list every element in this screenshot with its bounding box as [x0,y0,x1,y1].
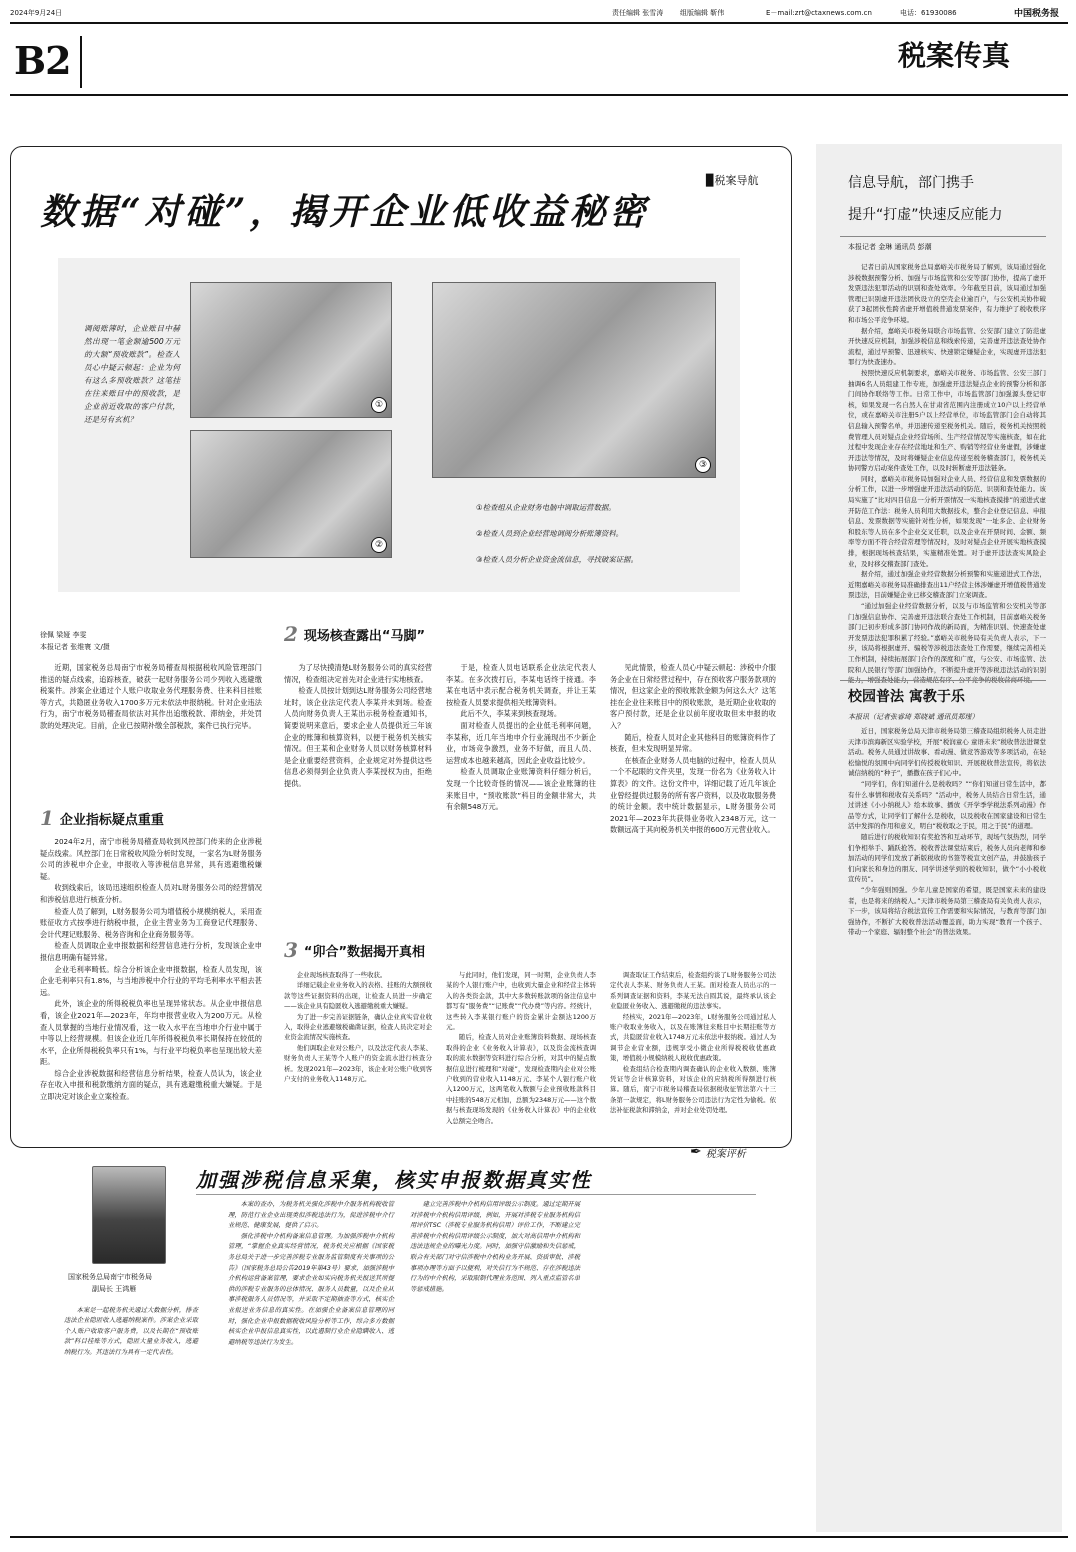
pen-icon: ✒ [690,1144,702,1160]
paragraph: 同时，嘉峪关市税务局加强对企业人员、经营信息和发票数据的分析工作，以进一步增强虚开违法活动的防范、识别和查处能力。该局实施了“比对四目信息一分析开票情况一实地核查摸排”的递进式虚开防范工作法：税务人员利用大数据技术，整合企业登记信息、申报信息、发票数据等实施针对性分析，如果发现“一址多企、企业财务和股东等人员在多个企业交叉任职，以及企业在开票时间、金额、频率等方面不符合经营常理等情况时，及时对疑点企业开展实地核查摸排，根据现场核查结果，实施精准处置。对于虚开违法查实风险企业，及时移交稽查部门查处。 [848,474,1046,568]
commentary-title: 加强涉税信息采集，核实申报数据真实性 [196,1168,592,1192]
paragraph: 他们调取企业对公账户，以及法定代表人李某、财务负责人王某等个人账户的资金流水进行核查分析。发现2021年—2023年，该企业对公账户收到客户支付的业务收入1148万元。 [284,1043,432,1084]
article-title: 数据“对碰”，揭开企业低收益秘密 [40,191,650,233]
photo-number-3: ③ [695,457,711,473]
commentary-col-2 [228,1200,394,1348]
section-2-number: 2 [284,622,298,646]
responsible-editor: 责任编辑 张雪涛 [612,9,664,17]
section-3-title: “卯合”数据揭开真相 [303,944,426,960]
paragraph: 据介绍，嘉峪关市税务局联合市场监管、公安部门建立了防范虚开快速反应机制，加强涉税信息和线索传递，完善虚开违法查处协作流程，通过早预警、迅速核实、快速锁定嫌疑企业，实现虚开违法犯罪行为快查速办。 [848,326,1046,367]
section-1-body [40,836,262,1103]
commentary-title-rule [196,1194,756,1195]
article-tag: ▉税案导航 [706,174,759,187]
sidebar-title-2: 提升“打虚”快速反应能力 [848,207,1003,223]
paragraph: “通过加强企业经营数据分析，以及与市场监管和公安机关等部门加强信息协作、完善虚开违法联合查处工作机制，目前嘉峪关税务部门已初步形成多部门协同作战的新局面，为精准识别、快速查处虚开发票违法犯罪积累了经验。”嘉峪关市税务局有关负责人表示，下一步，该局将根据虚开、骗税等涉税违法查处工作需要，继续完善相关工作机制，持续拓展部门合作的深度和广度，与公安、市场监管、法院和人民银行等部门加强协作，不断提升虚开等涉税违法活动的识别 [848,602,1046,674]
paragraph: 记者日前从国家税务总局嘉峪关市税务局了解到，该局通过强化涉税数据预警分析、加强与市场监管和公安等部门协作，提高了虚开发票违法犯罪活动的识别和查处效率。今年截至目前，该局通过加强管理已识别虚开违法团伙设立的空壳企业逾百户，与公安机关协作破获了3起团伙性跨省虚开增值税普通发票案件，有力维护了税收秩序和市场公平竞争环境。 [848,263,1046,324]
paragraph: 据介绍，通过加强企业经营数据分析预警和实施递进式工作法，近期嘉峪关市税务局准确排查出11户经营主体涉嫌虚开增值税普通发票违法，目前嫌疑企业已移交稽查部门立案调查。 [848,570,1046,600]
paragraph: “同学们，你们知道什么是税收吗？”“你们知道日常生活中，都有什么事情和税收有关系吗？”活动中，税务人员结合日常生活，通过讲述《小小纳税人》绘本故事、播放《开学季学税法系列动漫》作品等方式，让同学们了解什么是税收，以及税收在国家建设和日常生活中发挥的作用和意义，明白“税收取之于民，用之于民”的道理。 [848,779,1046,831]
paragraph: 检查人员了解到，L财务服务公司为增值税小规模纳税人，采用查账征收方式按季进行纳税申报，企业主营业务为工商登记代理服务、会计代理记账服务、税务咨询和企业商务服务等。 [40,906,262,939]
paragraph: 企业毛利率畸低。综合分析该企业申报数据，检查人员发现，该企业毛利率只有1.8%，与当地涉税中介行业的平均毛利率水平相去甚远。 [40,964,262,997]
paragraph: 随后，检查人员对企业其他科目的账簿资料作了核查，但未发现明显异常。 [610,732,776,754]
section-3-col-c [610,970,776,1116]
commentary-col-1 [64,1306,198,1358]
masthead-rule [10,94,1068,96]
photo-number-2: ② [371,537,387,553]
paragraph: 2024年2月，南宁市税务局稽查局收到风控部门传来的企业涉税疑点线索。风控部门在日常税收风险分析时发现，一家名为L财务服务公司的涉税申介企业，申报收入等涉税信息异常，具有逃避缴税嫌疑。 [40,837,262,881]
paragraph: 企业现场核查取得了一些收获。 [296,971,387,979]
paragraph: “少年强则国强。少年儿童是国家的希望，既是国家未来的建设者，也是将来的纳税人。”天津市税务局第三稽查局有关负责人表示，下一步，该局将结合税法宣传工作需要和实际情况，与教育等部门加强协作，不断扩大税收普法活动覆盖面，助力实现“教育一个孩子、带动一个家庭、辐射整个社会”的普法效果。 [848,885,1046,937]
section-1-number: 1 [40,806,54,830]
contact-email: E－mail:zrt@ctaxnews.com.cn [766,9,872,17]
sidebar-article-2-title: 校园普法 寓教于乐 [848,689,965,705]
paragraph: 收到线索后，该局迅速组织检查人员对L财务服务公司的经营情况和涉税信息进行核查分析。 [40,883,262,904]
photo-intro-text: 调阅账簿时，企业账目中赫然出现一笔金额逾500万元的大额“预收账款”。检查人员心中疑云顿起：企业为何有这么多预收账款？这笔挂在往来账目中的预收款，是企业前近收取的客户付款，还是另有玄机？ [84,324,180,424]
author-name: 副局长 王鸿雁 [92,1285,137,1293]
sidebar-title-rule [840,236,1046,237]
sidebar-article-1-body [848,262,1046,686]
contact-phone: 电话：61930086 [900,9,957,17]
sidebar-divider [840,680,1046,681]
newspaper-name: 中国税务报 [1014,9,1060,19]
photo-1 [190,282,392,418]
commentary-col-3 [410,1200,580,1295]
article-lead [40,662,262,732]
paragraph: 在核查企业财务人员电脑的过程中，检查人员从一个不起眼的文件夹里，发现一份名为《业务收入计算表》的文件。这份文件中，详细记载了近几年该企业曾经提供过服务的所有客户资料，以及收取服务费的统计金额。表中统计数据显示，L财务服务公司2021年—2023年共获得业务收入2348万元，这一数额远高于其向税务机关申报的600万元营业收入。 [610,755,776,835]
sidebar-article-2-body [848,726,1046,938]
author-portrait [92,1166,166,1264]
paragraph: 详细记载企业业务收入的表格、挂账的大额预收款等这些证据资料的出现，让检查人员进一步确定——该企业具有隐匿收入逃避缴税重大嫌疑。 [284,981,432,1011]
paragraph: 检查组结合检查期内调查确认的企业收入数额、账簿凭证等会计核算资料，对该企业的应纳税所得额进行核算。随后，南宁市税务局稽查局依据税收征管法第六十三条第一款规定，将L财务服务公司违法行为定性为偷税。依法补征税款和滞纳金，并对企业处罚处理。 [610,1064,776,1115]
section-2-col-a [284,662,432,790]
commentary-tag-label: 税案评析 [705,1148,746,1160]
section-2-heading [284,622,425,646]
byline-authors: 徐佩 梁娅 李雯 [40,631,87,639]
section-name: 税案传真 [898,39,1011,72]
paragraph: 检查人员调取企业账簿资料仔细分析后，发现一个比较奇怪的情况——该企业账簿的往来账目中，“预收账款”科目的金额非常大，共有余额548万元。 [446,767,596,812]
photo-number-1: ① [371,397,387,413]
paragraph: 本案的查办，为税务机关强化涉税中介服务机构税收管理，防范行业企业出现类似涉税违法行为，促进涉税中介行业规范、健康发展，提供了启示。 [228,1201,394,1230]
photo-caption-1: ①检查组从企业财务电脑中调取运营数据。 [476,503,616,512]
paragraph: 强化涉税中介机构备案信息管理。为加强涉税中介机构管理，“掌握企业真实经营情况，税务机关应根据《国家税务总局关于进一步完善涉税专业服务监管制度有关事项的公告》（国家税务总局公告2019年第43号）要求，加强涉税中介机构运营备案管理，要求企业如实向税务机关报送其所提供的涉税专业服务的总体情况、服务人员数量，以及企业从事涉税服务人员情况等，并采取不定期抽查等方式，核实企业报送业务信息的真实性。在加强企业备案信息管理的同时，强化企业申报数据税收风险分析等工作，综合多方数据核实企业申报信息真实性，以此遏制行业企业隐瞒收入、逃避纳税等违法行为发生。 [228,1232,394,1346]
sidebar-title-1: 信息导航，部门携手 [848,175,974,191]
paragraph: 综合企业涉税数据和经营信息分析结果，检查人员认为，该企业存在收入申报和税款缴纳方面的疑点，具有逃避缴税重大嫌疑。于是立即决定对该企业立案检查。 [40,1068,262,1102]
paragraph: 检查人员按计划到达L财务服务公司经营地址时，该企业法定代表人李某并未到场。检查人员向财务负责人王某出示税务检查通知书，简要说明来意后，要求企业人员提供近三年该企业的账簿和核算资料，以便于税务机关核实情况。但王某和企业财务人员以财务核算材料是企业重要经营资料，企业规定对外提供这些信息必须得到企业负责人李某授权为由，拒绝提供。 [284,686,432,788]
section-3-col-a [284,970,432,1084]
issue-date: 2024年9月24日 [10,9,63,17]
section-2-col-c [610,662,776,836]
section-2-col-b [446,662,596,813]
photo-caption-2: ②检查人员到企业经营地调阅分析账簿资料。 [476,529,624,538]
commentary-tag [690,1144,746,1160]
page-code-divider [80,36,82,88]
lead-paragraph: 近期，国家税务总局南宁市税务局稽查局根据税收风险管理部门推送的疑点线索，追踪核查，破获一起财务服务公司少列收入逃避缴税案件。涉案企业通过个人账户收取业务代理服务费、往来科目挂账等方式，共隐匿业务收入1700多万元未依法申报纳税。针对企业违法行为，南宁市税务局稽查局依法对其作出追缴税款、滞纳金，并处罚款的处理决定。目前，企业已按期补缴全部税款，案件已执行完毕。 [40,663,262,730]
header-rule [10,22,1068,24]
paragraph: 于是，检查人员电话联系企业法定代表人李某。在多次拨打后，李某电话终于接通。李某在电话中表示配合税务机关调查，并让王某按检查人员要求提供相关账簿资料。 [446,663,596,707]
paragraph: 调查取证工作结束后，检查组约谈了L财务服务公司法定代表人李某、财务负责人王某。面对检查人员出示的一系列调查证据和资料，李某无法自圆其说，最终承认该企业隐匿业务收入、逃避缴税的违法事实。 [610,971,776,1011]
paragraph: 随后进行的税收知识有奖抢答和互动环节，现场气氛热烈，同学们争相举手、踊跃抢答。税收普法课堂结束后，税务人员向老师和参加活动的同学们发放了新版税收的书签等税宣文创产品，并鼓励孩子们向家长和身边的朋友、同学讲述学到的税收知识，做个“小小税收宣传员”。 [848,832,1046,884]
paragraph: 随后，检查人员对企业账簿资料数据、现场核查取得的企业《业务收入计算表》，以及资金流核查调取的流水数据等资料进行综合分析，对其中的疑点数据信息进行梳理和“对碰”，发现检查期内企业对公账户收到的营业收入1148万元、李某个人银行账户收入1200万元，这两笔收入数额与企业预收账款科目中挂账的548万元相加，总额为2348万元——这个数据与核查现场发现的《业务收入计算表》中的企业收入总额完全吻合。 [446,1033,596,1125]
page-code: B2 [14,38,71,83]
paragraph: 为了进一步完善证据链条，确认企业真实营业收入，取得企业逃避缴税确凿证据，检查人员决定对企业资金流情况实施核查。 [284,1012,432,1042]
sidebar-byline: 本报记者 金琳 通讯员 彭潮 [848,243,932,251]
sidebar-article-2-byline: 本报讯（记者张睿琦 郑晓斌 通讯员郑瑾） [848,713,979,721]
paragraph: 本案是一起税务机关通过大数据分析，排查违法企业隐匿收入逃避纳税案件。涉案企业采取个人账户收取客户服务费，以及长期在“预收账款”科目挂账等方式，隐匿大量业务收入，逃避纳税行为。其违法行为具有一定代表性。 [64,1307,198,1356]
layout-editor: 组版编辑 靳伟 [680,9,725,17]
photo-2 [190,430,392,558]
paragraph: 检查人员调取企业申报数据和经营信息进行分析，发现该企业申报信息明确有疑异常。 [40,941,262,962]
footer-rule [10,1536,1068,1538]
section-3-heading [284,938,425,962]
paragraph: 与此同时，他们发现，同一时期，企业负责人李某的个人银行账户中，也收到大量企业和经营主体转入的各类资金款，其中大多数转账款项的备注信息中都写有“服务费”“记账费”“代办费”等内容。经统计，这些转入李某银行账户的资金累计金额达1200万元。 [446,971,596,1032]
paragraph: 此外，该企业的所得税税负率也呈现异常状态。从企业申报信息看，该企业2021年—2023年，年均申报营业收入为200万元。从检查人员掌握的当地行业情况看，这一收入水平在当地申介行业中属于中等以上经营规模。但该企业近几年所得税税负率长期保持在较低的水平，企业所得税税负率只有1%，与行业平均税负率也呈现出较大差距。 [40,999,262,1067]
author-title: 国家税务总局南宁市税务局 [68,1273,152,1281]
paragraph: 建立完善涉税中介机构信用评级公示制度。通过定期开展对涉税中介机构信用评级，例如，开展对涉税专业服务机构信用评价TSC（涉税专业服务机构信用）评价工作，不断建立完善涉税中介机构信用评级公示制度，加大对高信用中介机构和违法违规企业的曝光力度。同时，加强守信激励和失信惩戒，联合有关部门对守信涉税中介机构业务开展、资质审批、涉税事项办理等方面予以便利，对失信行为不规范、存在涉税违法行为的中介机构，采取限制代理业务范围、列入重点监管名单等惩戒措施。 [410,1201,581,1293]
paragraph: 见此情景，检查人员心中疑云顿起：涉税中介服务企业在日常经营过程中，存在预收客户服务款项的情况，但这家企业的预收账款金额为何这么大？这笔挂在企业往来账目中的预收账款，是近期企业收取的客户预付款，还是企业以前年度收取但未申报的收入？ [610,663,776,730]
section-1-heading [40,806,164,830]
paragraph: 近日，国家税务总局天津市税务局第三稽查局组织税务人员走进天津市滨海新区实验学校，开展“税润童心 童语未来”税收普法进课堂活动。税务人员通过讲故事、看动漫、做竞答游戏等多项活动，在轻松愉悦的氛围中向同学们传授税收知识、开展税收普法宣传，将依法诚信纳税的“种子”，播撒在孩子们心中。 [848,727,1046,778]
paragraph: 面对检查人员提出的企业低毛利率问题，李某称，近几年当地申介行业涌现出不少新企业，市场竞争激烈，业务不好做，而且人员、运营成本也越来越高，因此企业收益比较少。 [446,720,596,765]
byline-reporter: 本报记者 张维寰 文/摄 [40,643,110,651]
section-3-number: 3 [284,938,298,962]
paragraph: 经核实，2021年—2023年，L财务服务公司通过私人账户收取业务收入，以及在账簿往来账目中长期挂账等方式，共隐匿营业收入1748万元未依法申报纳税。通过人为调节企业营业额，违规享受小微企业所得税税收优惠政策，增值税小规模纳税人税收优惠政策。 [610,1012,776,1063]
paragraph: 此后不久，李某来到核查现场。 [460,709,562,719]
photo-caption-3: ③检查人员分析企业资金流信息，寻找破案证据。 [476,555,638,564]
paragraph: 为了尽快摸清楚L财务服务公司的真实经营情况，检查组决定首先对企业进行实地核查。 [284,663,432,684]
section-3-col-b [446,970,596,1126]
paragraph: 按照快速反应机制要求，嘉峪关市税务、市场监管、公安三部门抽调6名人员组建工作专班，加强虚开违法疑点企业的预警分析和部门间协作联络等工作。日常工作中，市场监管部门加强源头登记审核，如果发现一名自然人在甘肃省范围内注册成立10户以上经营单位，或在嘉峪关市注册5户以上经营单位，市场监管部门会自动将其信息输入预警名单，并迅速传递至税务机关。随后，税务机关按照税费管理人员对疑点企业经营场所、生产经营情况等实施核查，如在此过程中发现企业存在经营地址和生产、购销等经营业务虚假，涉嫌虚开违法等情况，及时将嫌疑企业信息传递至税务稽查部门，税务机关协同警方启动案件查处工作，以及时斩断虚开违法链条。 [848,368,1046,473]
photo-3 [432,282,716,478]
section-2-title: 现场核查露出“马脚” [303,628,426,644]
section-1-title: 企业指标疑点重重 [59,812,164,828]
